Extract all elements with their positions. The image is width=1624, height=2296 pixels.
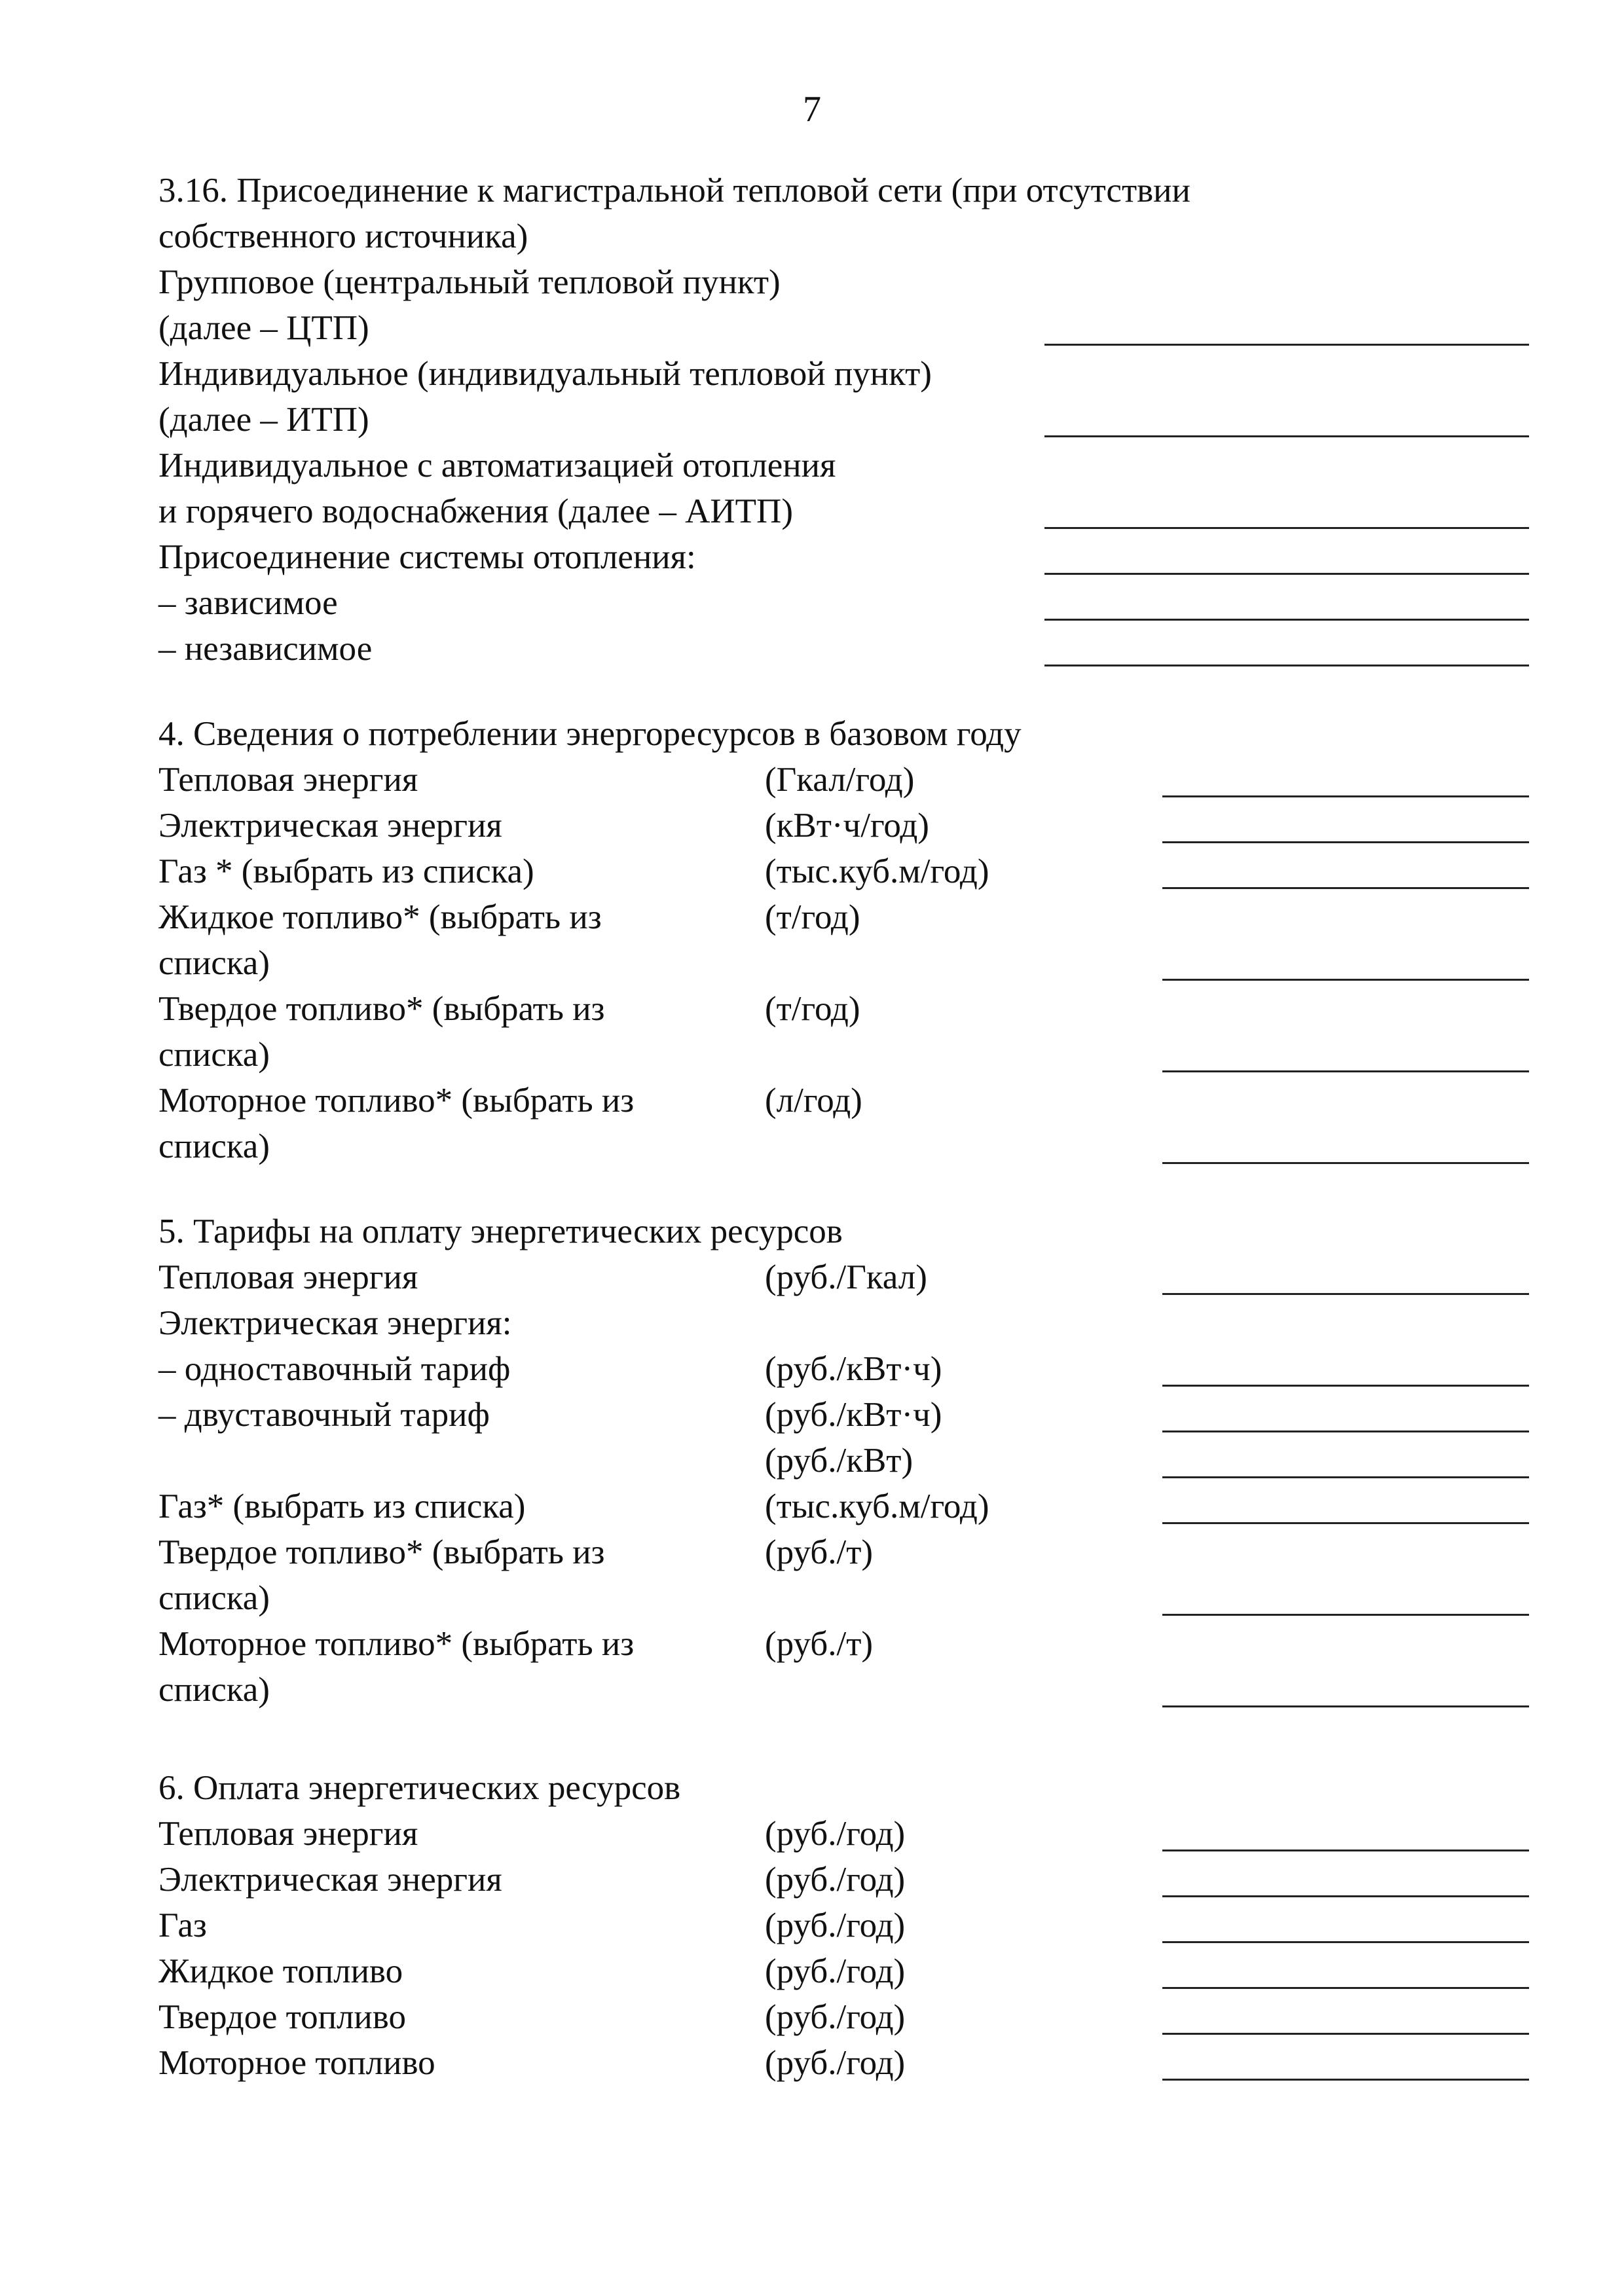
tariff-solid-label-cont: списка) [158, 1579, 270, 1617]
payment-row-field[interactable] [1162, 2033, 1529, 2035]
tariff-heat-unit: (руб./Гкал) [765, 1258, 927, 1296]
tariff-solid-unit: (руб./т) [765, 1533, 874, 1571]
payment-row-field[interactable] [1162, 1941, 1529, 1943]
tariff-double-label: – двуставочный тариф [158, 1396, 490, 1434]
individual-connection-label-cont: (далее – ИТП) [158, 401, 369, 439]
consumption-row-label-cont: списка) [158, 944, 270, 982]
consumption-row-field[interactable] [1162, 1070, 1529, 1072]
section-6-title: 6. Оплата энергетических ресурсов [158, 1769, 681, 1807]
consumption-row-field[interactable] [1162, 979, 1529, 981]
payment-row-label: Моторное топливо [158, 2044, 435, 2082]
consumption-row-label: Жидкое топливо* (выбрать из [158, 898, 602, 936]
tariff-heat-label: Тепловая энергия [158, 1258, 418, 1296]
group-connection-label: Групповое (центральный тепловой пункт) [158, 263, 781, 301]
group-connection-label-cont: (далее – ЦТП) [158, 309, 369, 347]
consumption-row-field[interactable] [1162, 841, 1529, 843]
tariff-solid-label: Твердое топливо* (выбрать из [158, 1533, 605, 1571]
payment-row-label: Газ [158, 1906, 207, 1944]
consumption-row-label: Тепловая энергия [158, 761, 418, 799]
independent-label: – независимое [158, 630, 373, 668]
consumption-row-unit: (Гкал/год) [765, 761, 915, 799]
tariff-heat-field[interactable] [1162, 1293, 1529, 1295]
payment-row-unit: (руб./год) [765, 2044, 906, 2082]
section-316-title-cont: собственного источника) [158, 217, 528, 255]
tariff-double-unit-power: (руб./кВт) [765, 1442, 913, 1480]
consumption-row-unit: (т/год) [765, 990, 860, 1028]
payment-row-unit: (руб./год) [765, 1952, 906, 1990]
consumption-row-label: Твердое топливо* (выбрать из [158, 990, 605, 1028]
consumption-row-field[interactable] [1162, 887, 1529, 889]
page-number: 7 [803, 89, 821, 130]
tariff-motor-unit: (руб./т) [765, 1625, 874, 1663]
consumption-row-label-cont: списка) [158, 1127, 270, 1165]
tariff-gas-label: Газ* (выбрать из списка) [158, 1487, 526, 1525]
tariff-double-power-field[interactable] [1162, 1476, 1529, 1478]
automated-connection-field[interactable] [1044, 527, 1529, 529]
consumption-row-field[interactable] [1162, 1162, 1529, 1164]
payment-row-field[interactable] [1162, 2079, 1529, 2081]
dependent-label: – зависимое [158, 584, 338, 622]
tariff-electric-label: Электрическая энергия: [158, 1304, 512, 1342]
payment-row-unit: (руб./год) [765, 1906, 906, 1944]
section-316-title: 3.16. Присоединение к магистральной тепловой сети (при отсутствии [158, 172, 1190, 210]
payment-row-field[interactable] [1162, 1850, 1529, 1851]
consumption-row-label: Моторное топливо* (выбрать из [158, 1082, 635, 1120]
consumption-row-unit: (т/год) [765, 898, 860, 936]
payment-row-field[interactable] [1162, 1987, 1529, 1989]
consumption-row-label-cont: списка) [158, 1036, 270, 1074]
payment-row-label: Тепловая энергия [158, 1815, 418, 1853]
consumption-row-label: Газ * (выбрать из списка) [158, 852, 534, 890]
payment-row-unit: (руб./год) [765, 1815, 906, 1853]
dependent-field[interactable] [1044, 619, 1529, 621]
automated-connection-label: Индивидуальное с автоматизацией отопления [158, 446, 836, 484]
tariff-single-unit: (руб./кВт·ч) [765, 1350, 942, 1388]
tariff-solid-field[interactable] [1162, 1614, 1529, 1616]
automated-connection-label-cont: и горячего водоснабжения (далее – АИТП) [158, 492, 793, 530]
payment-row-label: Твердое топливо [158, 1998, 406, 2036]
payment-row-label: Жидкое топливо [158, 1952, 403, 1990]
independent-field[interactable] [1044, 665, 1529, 666]
payment-row-unit: (руб./год) [765, 1998, 906, 2036]
payment-row-label: Электрическая энергия [158, 1861, 502, 1899]
tariff-gas-field[interactable] [1162, 1522, 1529, 1524]
tariff-single-field[interactable] [1162, 1385, 1529, 1387]
tariff-gas-unit: (тыс.куб.м/год) [765, 1487, 989, 1525]
tariff-double-energy-field[interactable] [1162, 1430, 1529, 1432]
section-5-title: 5. Тарифы на оплату энергетических ресурсов [158, 1212, 843, 1250]
tariff-motor-label: Моторное топливо* (выбрать из [158, 1625, 635, 1663]
group-connection-field[interactable] [1044, 344, 1529, 346]
consumption-row-unit: (кВт·ч/год) [765, 807, 929, 845]
heating-connection-field[interactable] [1044, 573, 1529, 575]
tariff-double-unit-energy: (руб./кВт·ч) [765, 1396, 942, 1434]
individual-connection-label: Индивидуальное (индивидуальный тепловой пункт) [158, 355, 932, 393]
payment-row-unit: (руб./год) [765, 1861, 906, 1899]
tariff-single-label: – одноставочный тариф [158, 1350, 511, 1388]
heating-connection-label: Присоединение системы отопления: [158, 538, 696, 576]
tariff-motor-label-cont: списка) [158, 1671, 270, 1709]
individual-connection-field[interactable] [1044, 435, 1529, 437]
section-4-title: 4. Сведения о потреблении энергоресурсов в базовом году [158, 715, 1022, 753]
consumption-row-unit: (л/год) [765, 1082, 862, 1120]
consumption-row-label: Электрическая энергия [158, 807, 502, 845]
payment-row-field[interactable] [1162, 1895, 1529, 1897]
consumption-row-field[interactable] [1162, 795, 1529, 797]
consumption-row-unit: (тыс.куб.м/год) [765, 852, 989, 890]
tariff-motor-field[interactable] [1162, 1705, 1529, 1707]
